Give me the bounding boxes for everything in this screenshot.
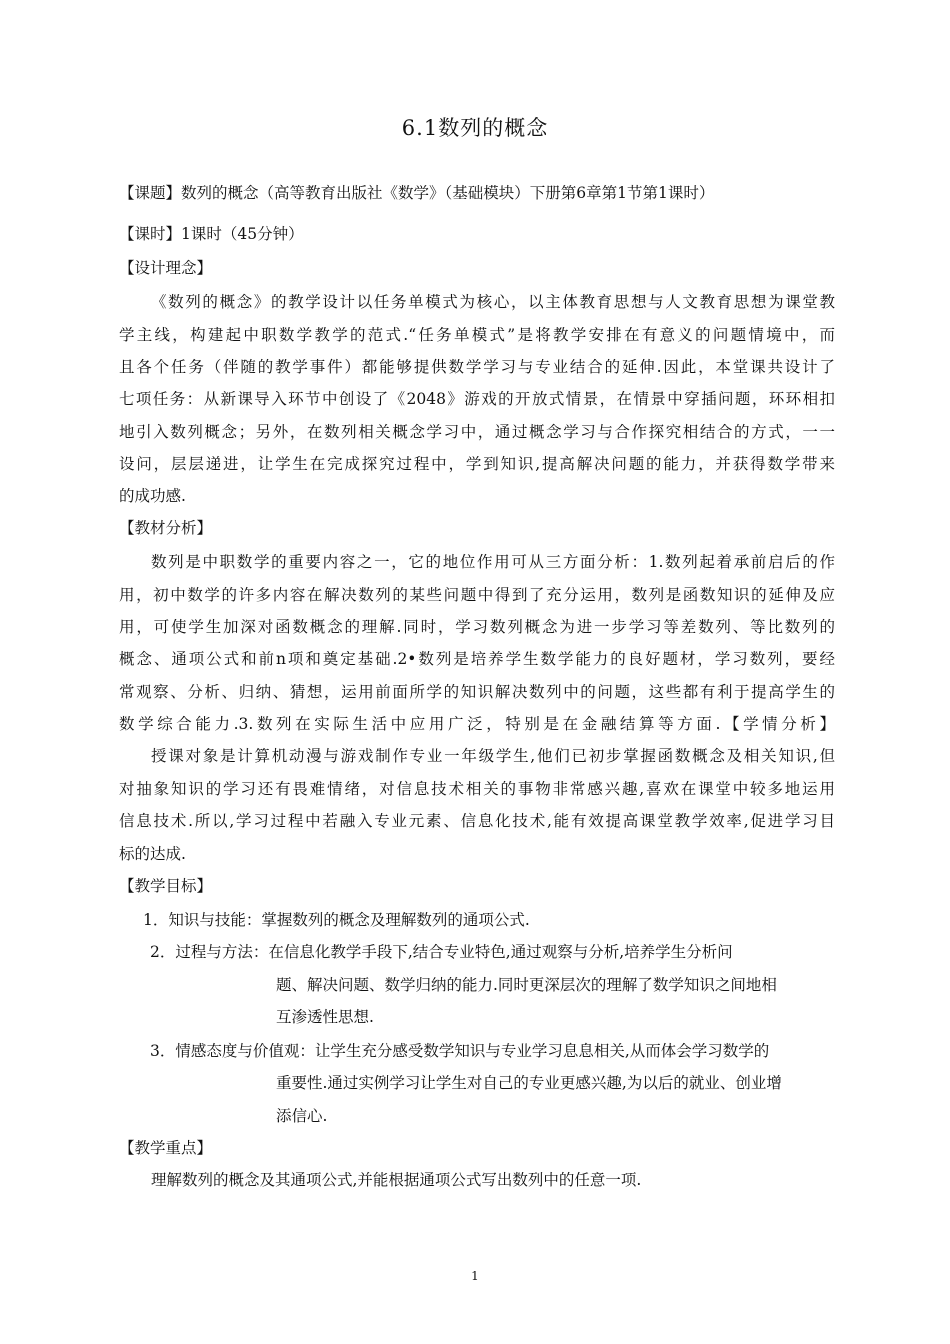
- topic-line: 【课题】数列的概念（高等教育出版社《数学》（基础模块）下册第6章第1节第1课时）: [119, 184, 715, 202]
- goal-attitude: 添信心.: [276, 1107, 328, 1125]
- student-line: 授课对象是计算机动漫与游戏制作专业一年级学生,他们已初步掌握函数概念及相关知识,但: [151, 747, 835, 765]
- material-heading: 【教材分析】: [119, 519, 213, 537]
- design-line: 且各个任务（伴随的教学事件）都能够提供数学学习与专业结合的延伸.因此，本堂课共设计了: [119, 358, 835, 376]
- design-line: 的成功感.: [119, 487, 186, 505]
- design-line: 《数列的概念》的教学设计以任务单模式为核心，以主体教育思想与人文教育思想为课堂教: [151, 293, 835, 311]
- material-line: 数学综合能力.3.数列在实际生活中应用广泛，特别是在金融结算等方面.【学情分析】: [119, 715, 835, 733]
- goal-attitude: 3．情感态度与价值观：让学生充分感受数学知识与专业学习息息相关,从而体会学习数学的: [150, 1042, 770, 1060]
- focus-text: 理解数列的概念及其通项公式,并能根据通项公式写出数列中的任意一项.: [151, 1171, 642, 1189]
- goal-knowledge: 1．知识与技能：掌握数列的概念及理解数列的通项公式.: [143, 911, 530, 929]
- design-line: 地引入数列概念；另外，在数列相关概念学习中，通过概念学习与合作探究相结合的方式，一一: [119, 423, 835, 441]
- design-line: 学主线，构建起中职数学教学的范式.“任务单模式”是将教学安排在有意义的问题情境中，而: [119, 326, 835, 344]
- design-line: 设问，层层递进，让学生在完成探究过程中，学到知识,提高解决问题的能力，并获得数学带来: [119, 455, 835, 473]
- page-title: 6.1数列的概念: [401, 116, 549, 140]
- design-heading: 【设计理念】: [119, 259, 213, 277]
- goal-process: 互渗透性思想.: [276, 1008, 374, 1026]
- goals-heading: 【教学目标】: [119, 877, 213, 895]
- student-line: 对抽象知识的学习还有畏难情绪，对信息技术相关的事物非常感兴趣,喜欢在课堂中较多地运用: [119, 780, 835, 798]
- goal-attitude: 重要性.通过实例学习让学生对自己的专业更感兴趣,为以后的就业、创业增: [276, 1074, 782, 1092]
- student-line: 信息技术.所以,学习过程中若融入专业元素、信息化技术,能有效提高课堂教学效率,促进学习目: [119, 812, 835, 830]
- student-line: 标的达成.: [119, 845, 186, 863]
- material-line: 数列是中职数学的重要内容之一，它的地位作用可从三方面分析：1.数列起着承前启后的作: [151, 553, 835, 571]
- material-line: 概念、通项公式和前n项和奠定基础.2•数列是培养学生数学能力的良好题材，学习数列，要经: [119, 650, 835, 668]
- material-line: 用，可使学生加深对函数概念的理解.同时，学习数列概念为进一步学习等差数列、等比数列的: [119, 618, 835, 636]
- focus-heading: 【教学重点】: [119, 1139, 213, 1157]
- design-line: 七项任务：从新课导入环节中创设了《2048》游戏的开放式情景，在情景中穿插问题，环环相扣: [119, 390, 835, 408]
- goal-process: 2．过程与方法：在信息化教学手段下,结合专业特色,通过观察与分析,培养学生分析问: [150, 943, 733, 961]
- page-number: 1: [471, 1269, 479, 1283]
- material-line: 常观察、分析、归纳、猜想，运用前面所学的知识解决数列中的问题，这些都有利于提高学生的: [119, 683, 835, 701]
- goal-process: 题、解决问题、数学归纳的能力.同时更深层次的理解了数学知识之间地相: [276, 976, 777, 994]
- material-line: 用，初中数学的许多内容在解决数列的某些问题中得到了充分运用，数列是函数知识的延伸及应: [119, 586, 835, 604]
- hours-line: 【课时】1课时（45分钟）: [119, 225, 304, 243]
